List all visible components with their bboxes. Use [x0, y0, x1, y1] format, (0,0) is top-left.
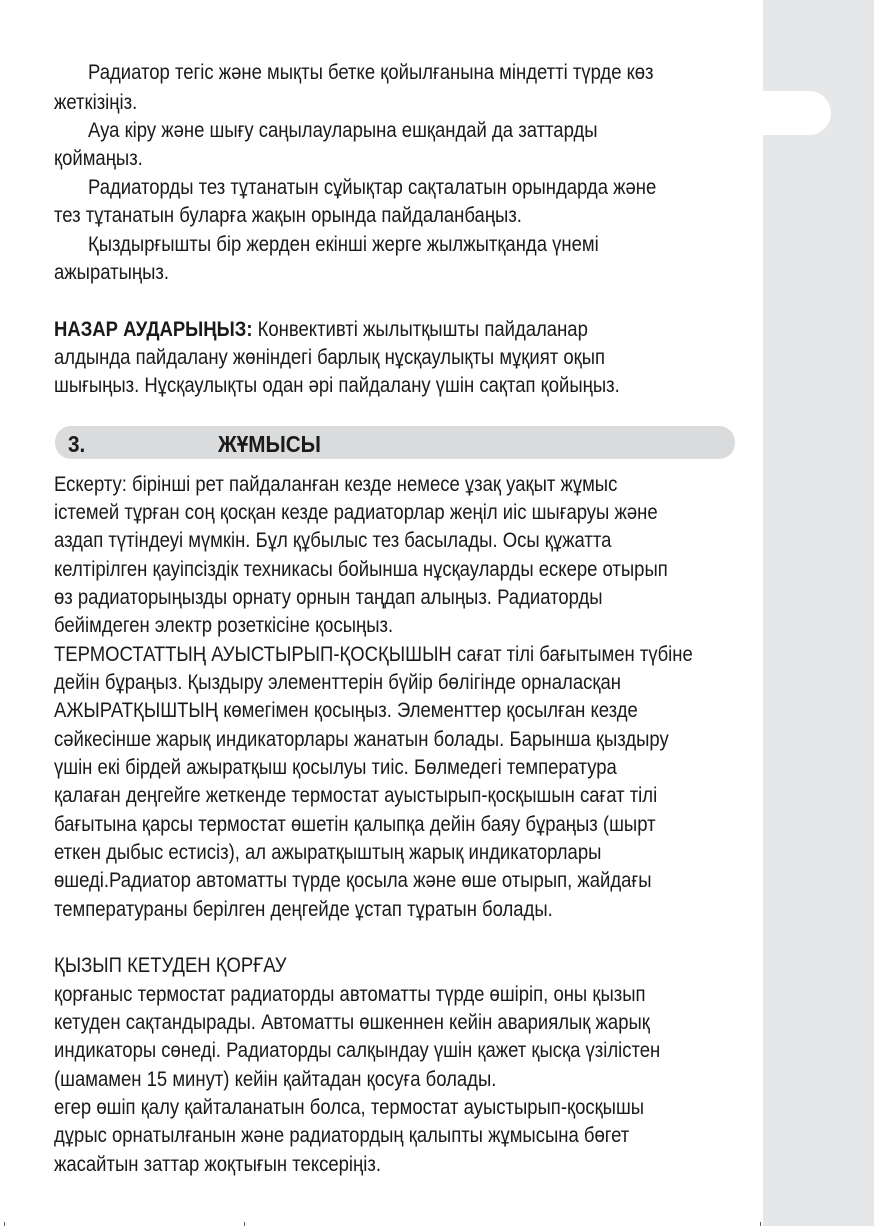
body-line: бейімдеген электр розеткісіне қосыңыз.	[54, 613, 394, 637]
intro-line: қоймаңыз.	[54, 146, 143, 170]
side-tab-notch	[759, 91, 831, 135]
warning-label: НАЗАР АУДАРЫҢЫЗ:	[54, 317, 253, 341]
overheat-line: дұрыс орнатылғанын және радиатордың қалыпты жұмысына бөгет	[54, 1123, 630, 1147]
crop-mark	[244, 1222, 245, 1226]
overheat-line: (шамамен 15 минут) кейін қайтадан қосуға болады.	[54, 1067, 497, 1091]
overheat-line: индикаторы сөнеді. Радиаторды салқындау үшін қажет қысқа үзілістен	[54, 1038, 661, 1062]
intro-line: Қыздырғышты бір жерден екінші жерге жылжытқанда үнемі	[88, 232, 599, 256]
body-line: қалаған деңгейге жеткенде термостат ауыстырып-қосқышын сағат тілі	[54, 783, 658, 807]
body-line: келтірілген қауіпсіздік техникасы бойынша нұсқауларды ескере отырып	[54, 557, 668, 581]
body-line: сәйкесінше жарық индикаторлары жанатын болады. Барынша қыздыру	[54, 727, 669, 751]
warning-line: шығыңыз. Нұсқаулықты одан әрі пайдалану үшін сақтап қойыңыз.	[54, 373, 620, 397]
body-line: дейін бұраңыз. Қыздыру элементтерін бүйір бөлігінде орналасқан	[54, 670, 621, 694]
body-line: өшеді.Радиатор автоматты түрде қосыла және өше отырып, жайдағы	[54, 868, 652, 892]
overheat-line: егер өшіп қалу қайталанатын болса, термостат ауыстырып-қосқышы	[54, 1095, 645, 1119]
body-line: аздап түтіндеуі мүмкін. Бұл құбылыс тез басылады. Осы құжатта	[54, 528, 612, 552]
section-number: 3.	[68, 431, 86, 457]
intro-line: ажыратыңыз.	[54, 260, 169, 284]
body-line: бағытына қарсы термостат өшетін қалыпқа дейін баяу бұраңыз (шырт	[54, 812, 656, 836]
crop-mark	[4, 1222, 5, 1226]
warning-line	[54, 315, 588, 343]
intro-line: тез тұтанатын буларға жақын орында пайдаланбаңыз.	[54, 203, 522, 227]
intro-line: Ауа кіру және шығу саңылауларына ешқандай да заттарды	[88, 118, 598, 142]
intro-line: жеткізіңіз.	[54, 90, 138, 114]
intro-line: Радиатор тегіс және мықты бетке қойылғанына міндетті түрде көз	[88, 60, 654, 84]
body-line: істемей тұрған соң қосқан кезде радиаторлар жеңіл иіс шығаруы және	[54, 500, 658, 524]
overheat-line: қорғаныс термостат радиаторды автоматты түрде өшіріп, оны қызып	[54, 982, 646, 1006]
side-margin-strip	[763, 0, 874, 1226]
warning-text: Конвективті жылытқышты пайдаланар	[252, 317, 588, 341]
section-title: ЖҰМЫСЫ	[218, 431, 321, 457]
body-line: температураны берілген деңгейде ұстап тұратын болады.	[54, 897, 553, 921]
section-header-bar	[55, 426, 735, 459]
warning-line: алдында пайдалану жөніндегі барлық нұсқаулықты мұқият оқып	[54, 345, 606, 369]
crop-mark	[760, 1222, 761, 1226]
overheat-line: жасайтын заттар жоқтығын тексеріңіз.	[54, 1152, 381, 1176]
overheat-line: кетуден сақтандырады. Автоматты өшкеннен кейін авариялық жарық	[54, 1010, 650, 1034]
body-line: еткен дыбыс естисіз), ал ажыратқыштың жарық индикаторлары	[54, 840, 602, 864]
body-line: үшін екі бірдей ажыратқыш қосылуы тиіс. Бөлмедегі температура	[54, 755, 617, 779]
crop-marks	[0, 1219, 874, 1226]
body-line: ТЕРМОСТАТТЫҢ АУЫСТЫРЫП-ҚОСҚЫШЫН сағат тілі бағытымен түбіне	[54, 642, 693, 666]
overheat-heading: ҚЫЗЫП КЕТУДЕН ҚОРҒАУ	[54, 953, 287, 977]
body-line: Ескерту: бірінші рет пайдаланған кезде немесе ұзақ уақыт жұмыс	[54, 472, 618, 496]
body-line: өз радиаторыңызды орнату орнын таңдап алыңыз. Радиаторды	[54, 585, 603, 609]
intro-line: Радиаторды тез тұтанатын сұйықтар сақталатын орындарда және	[88, 175, 657, 199]
body-line: АЖЫРАТҚЫШТЫҢ көмегімен қосыңыз. Элементтер қосылған кезде	[54, 698, 638, 722]
